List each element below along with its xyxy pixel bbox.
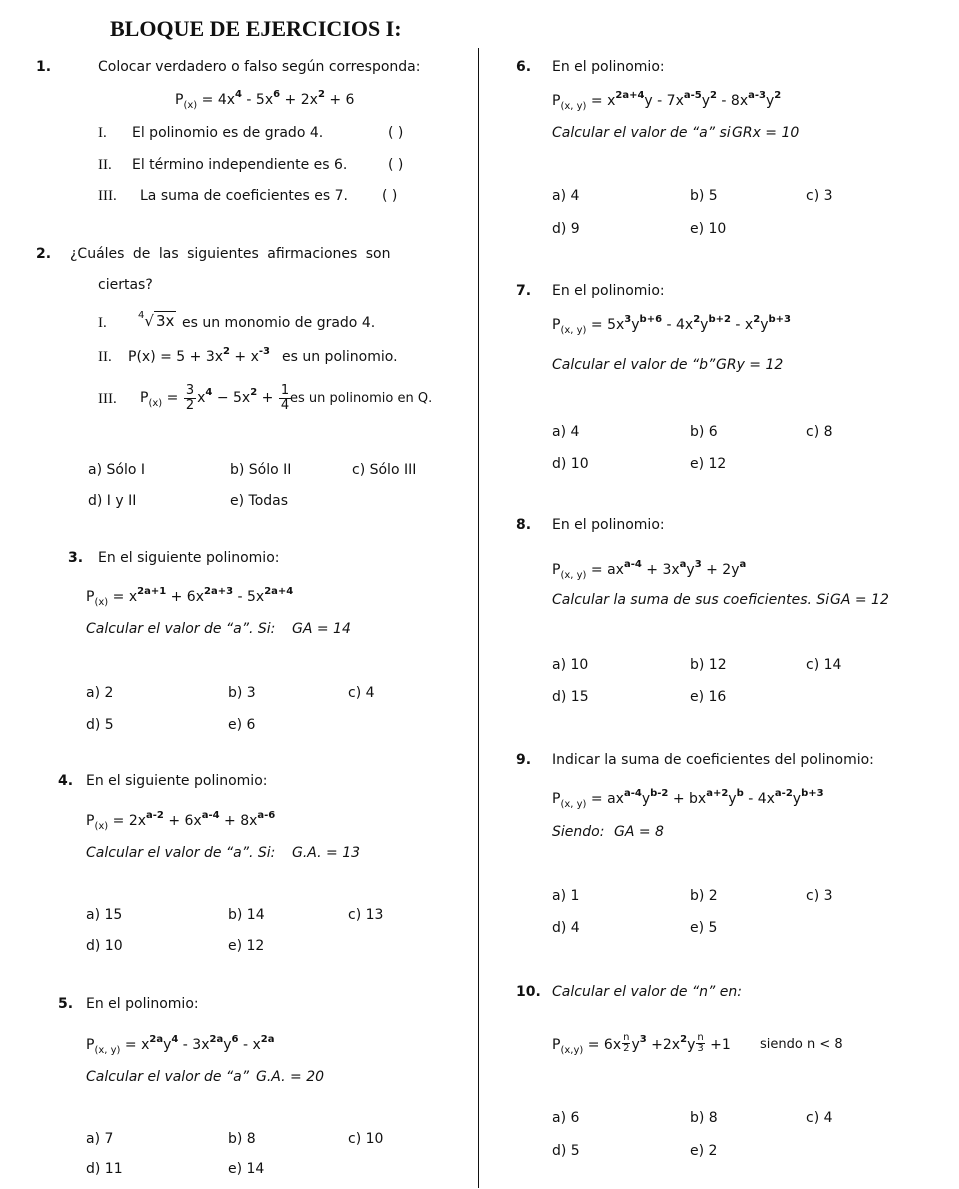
q4-option-e[interactable]: e) 12 [228,938,265,954]
q10-option-b[interactable]: b) 8 [690,1110,718,1126]
q7-condition: GRy = 12 [716,357,784,373]
q2-option-b[interactable]: b) Sólo II [230,462,292,478]
q3-condition: GA = 14 [292,621,351,637]
q3-number: 3. [68,550,84,566]
q8-option-a[interactable]: a) 10 [552,657,589,673]
q7-polynomial: $P_{(x, y)} = 5x^3y^{b+6} - 4x^2y^{b+2} - x^2y^{b+3}$ [552,314,791,336]
q9-option-c[interactable]: c) 3 [806,888,833,904]
q9-option-e[interactable]: e) 5 [690,920,718,936]
q2-item-2-text: es un polinomio. [282,349,398,365]
q9-condition: GA = 8 [614,824,664,840]
q3-ask: Calcular el valor de “a”. Si: [86,621,276,637]
q8-option-d[interactable]: d) 15 [552,689,589,705]
q1-item-2-text: El término independiente es 6. [132,157,348,173]
q8-number: 8. [516,517,532,533]
q2-item-3-expr: $P_{(x)}$ = $\frac{3}{2}$ $x^4 - 5x^2$ + $\frac{1}{4}$ [140,382,290,413]
q5-option-d[interactable]: d) 11 [86,1161,123,1177]
q10-condition: siendo n < 8 [760,1037,843,1052]
q1-item-2-answer-box[interactable]: ( ) [388,157,404,173]
q7-option-d[interactable]: d) 10 [552,456,589,472]
q1-item-3-roman: III. [98,188,117,204]
q4-number: 4. [58,773,74,789]
q7-text: En el polinomio: [552,283,665,299]
q2-option-e[interactable]: e) Todas [230,493,289,509]
q2-item-1-roman: I. [98,315,107,331]
q6-text: En el polinomio: [552,59,665,75]
q2-line-1: ¿Cuáles de las siguientes afirmaciones son [70,246,391,262]
q1-item-1-text: El polinomio es de grado 4. [132,125,324,141]
q7-option-a[interactable]: a) 4 [552,424,580,440]
q2-option-c[interactable]: c) Sólo III [352,462,417,478]
q5-condition: G.A. = 20 [256,1069,325,1085]
q7-option-b[interactable]: b) 6 [690,424,718,440]
q5-option-e[interactable]: e) 14 [228,1161,265,1177]
q6-option-e[interactable]: e) 10 [690,221,727,237]
q2-line-2: ciertas? [98,277,153,293]
q1-item-2-roman: II. [98,157,112,173]
q9-polynomial: $P_{(x, y)} = ax^{a-4}y^{b-2} + bx^{a+2}y^b - 4x^{a-2}y^{b+3}$ [552,788,824,810]
q4-option-d[interactable]: d) 10 [86,938,123,954]
q10-option-c[interactable]: c) 4 [806,1110,833,1126]
q4-condition: G.A. = 13 [292,845,361,861]
q5-ask: Calcular el valor de “a” [86,1069,250,1085]
q1-item-1-answer-box[interactable]: ( ) [388,125,404,141]
q2-item-3-text: es un polinomio en Q. [290,391,433,406]
q8-option-c[interactable]: c) 14 [806,657,842,673]
q2-option-d[interactable]: d) I y II [88,493,137,509]
q3-option-c[interactable]: c) 4 [348,685,375,701]
q5-number: 5. [58,996,74,1012]
q4-option-c[interactable]: c) 13 [348,907,384,923]
q7-option-e[interactable]: e) 12 [690,456,727,472]
q7-option-c[interactable]: c) 8 [806,424,833,440]
q8-option-e[interactable]: e) 16 [690,689,727,705]
q5-option-a[interactable]: a) 7 [86,1131,114,1147]
q4-polynomial: $P_{(x)} = 2x^{a-2} + 6x^{a-4} + 8x^{a-6}$ [86,810,276,832]
q5-option-b[interactable]: b) 8 [228,1131,256,1147]
q1-number: 1. [36,59,52,75]
q7-number: 7. [516,283,532,299]
q10-polynomial: $P_{(x,y)} = 6x$ $\frac{n}{2}$ $y^3 +2x^2y$ $\frac{n}{3}$ +1 [552,1032,731,1056]
q9-option-a[interactable]: a) 1 [552,888,580,904]
q2-number: 2. [36,246,52,262]
q3-option-a[interactable]: a) 2 [86,685,114,701]
q3-polynomial: $P_{(x)} = x^{2a+1} + 6x^{2a+3} - 5x^{2a+4}$ [86,586,294,608]
q6-option-c[interactable]: c) 3 [806,188,833,204]
q2-item-2-roman: II. [98,349,112,365]
q1-text: Colocar verdadero o falso según corresponda: [98,59,421,75]
q8-ask: Calcular la suma de sus coeficientes. Si [552,592,830,608]
q9-number: 9. [516,752,532,768]
q2-item-1-text: es un monomio de grado 4. [182,315,376,331]
q6-number: 6. [516,59,532,75]
q2-item-1-expr: $^4$√ 3x [138,310,175,330]
q8-condition: GA = 12 [830,592,889,608]
q6-condition: GRx = 10 [732,125,800,141]
q10-option-a[interactable]: a) 6 [552,1110,580,1126]
q10-number: 10. [516,984,541,1000]
q9-ask: Siendo: [552,824,605,840]
q8-text: En el polinomio: [552,517,665,533]
q3-option-e[interactable]: e) 6 [228,717,256,733]
q1-item-3-text: La suma de coeficientes es 7. [140,188,348,204]
q3-text: En el siguiente polinomio: [98,550,280,566]
q7-ask: Calcular el valor de “b” [552,357,716,373]
q4-option-a[interactable]: a) 15 [86,907,123,923]
q4-option-b[interactable]: b) 14 [228,907,265,923]
q5-option-c[interactable]: c) 10 [348,1131,384,1147]
q3-option-b[interactable]: b) 3 [228,685,256,701]
q4-text: En el siguiente polinomio: [86,773,268,789]
q5-polynomial: $P_{(x, y)} = x^{2a}y^4 - 3x^{2a}y^6 - x^{2a}$ [86,1034,275,1056]
column-divider [478,48,479,1188]
q4-ask: Calcular el valor de “a”. Si: [86,845,276,861]
q10-option-d[interactable]: d) 5 [552,1143,580,1159]
q6-option-a[interactable]: a) 4 [552,188,580,204]
q1-item-3-answer-box[interactable]: ( ) [382,188,398,204]
q1-item-1-roman: I. [98,125,107,141]
q6-ask: Calcular el valor de “a” si [552,125,731,141]
q6-option-b[interactable]: b) 5 [690,188,718,204]
q9-text: Indicar la suma de coeficientes del polinomio: [552,752,874,768]
q8-option-b[interactable]: b) 12 [690,657,727,673]
q2-item-2-expr: $P(x) = 5 + 3x^2 + x^{-3}$ [128,346,271,365]
q10-text: Calcular el valor de “n” en: [552,984,742,1000]
q3-option-d[interactable]: d) 5 [86,717,114,733]
q10-option-e[interactable]: e) 2 [690,1143,718,1159]
q9-option-d[interactable]: d) 4 [552,920,580,936]
q1-polynomial: $P_{(x)} = 4x^4 - 5x^6 + 2x^2 + 6$ [175,89,355,111]
page-title: BLOQUE DE EJERCICIOS I: [110,16,402,41]
q5-text: En el polinomio: [86,996,199,1012]
q8-polynomial: $P_{(x, y)} = ax^{a-4} + 3x^ay^3 + 2y^a$ [552,559,747,581]
q2-item-3-roman: III. [98,391,117,407]
q9-option-b[interactable]: b) 2 [690,888,718,904]
q6-polynomial: $P_{(x, y)} = x^{2a+4}y - 7x^{a-5}y^2 - 8x^{a-3}y^2$ [552,90,782,112]
q6-option-d[interactable]: d) 9 [552,221,580,237]
q2-option-a[interactable]: a) Sólo I [88,462,145,478]
